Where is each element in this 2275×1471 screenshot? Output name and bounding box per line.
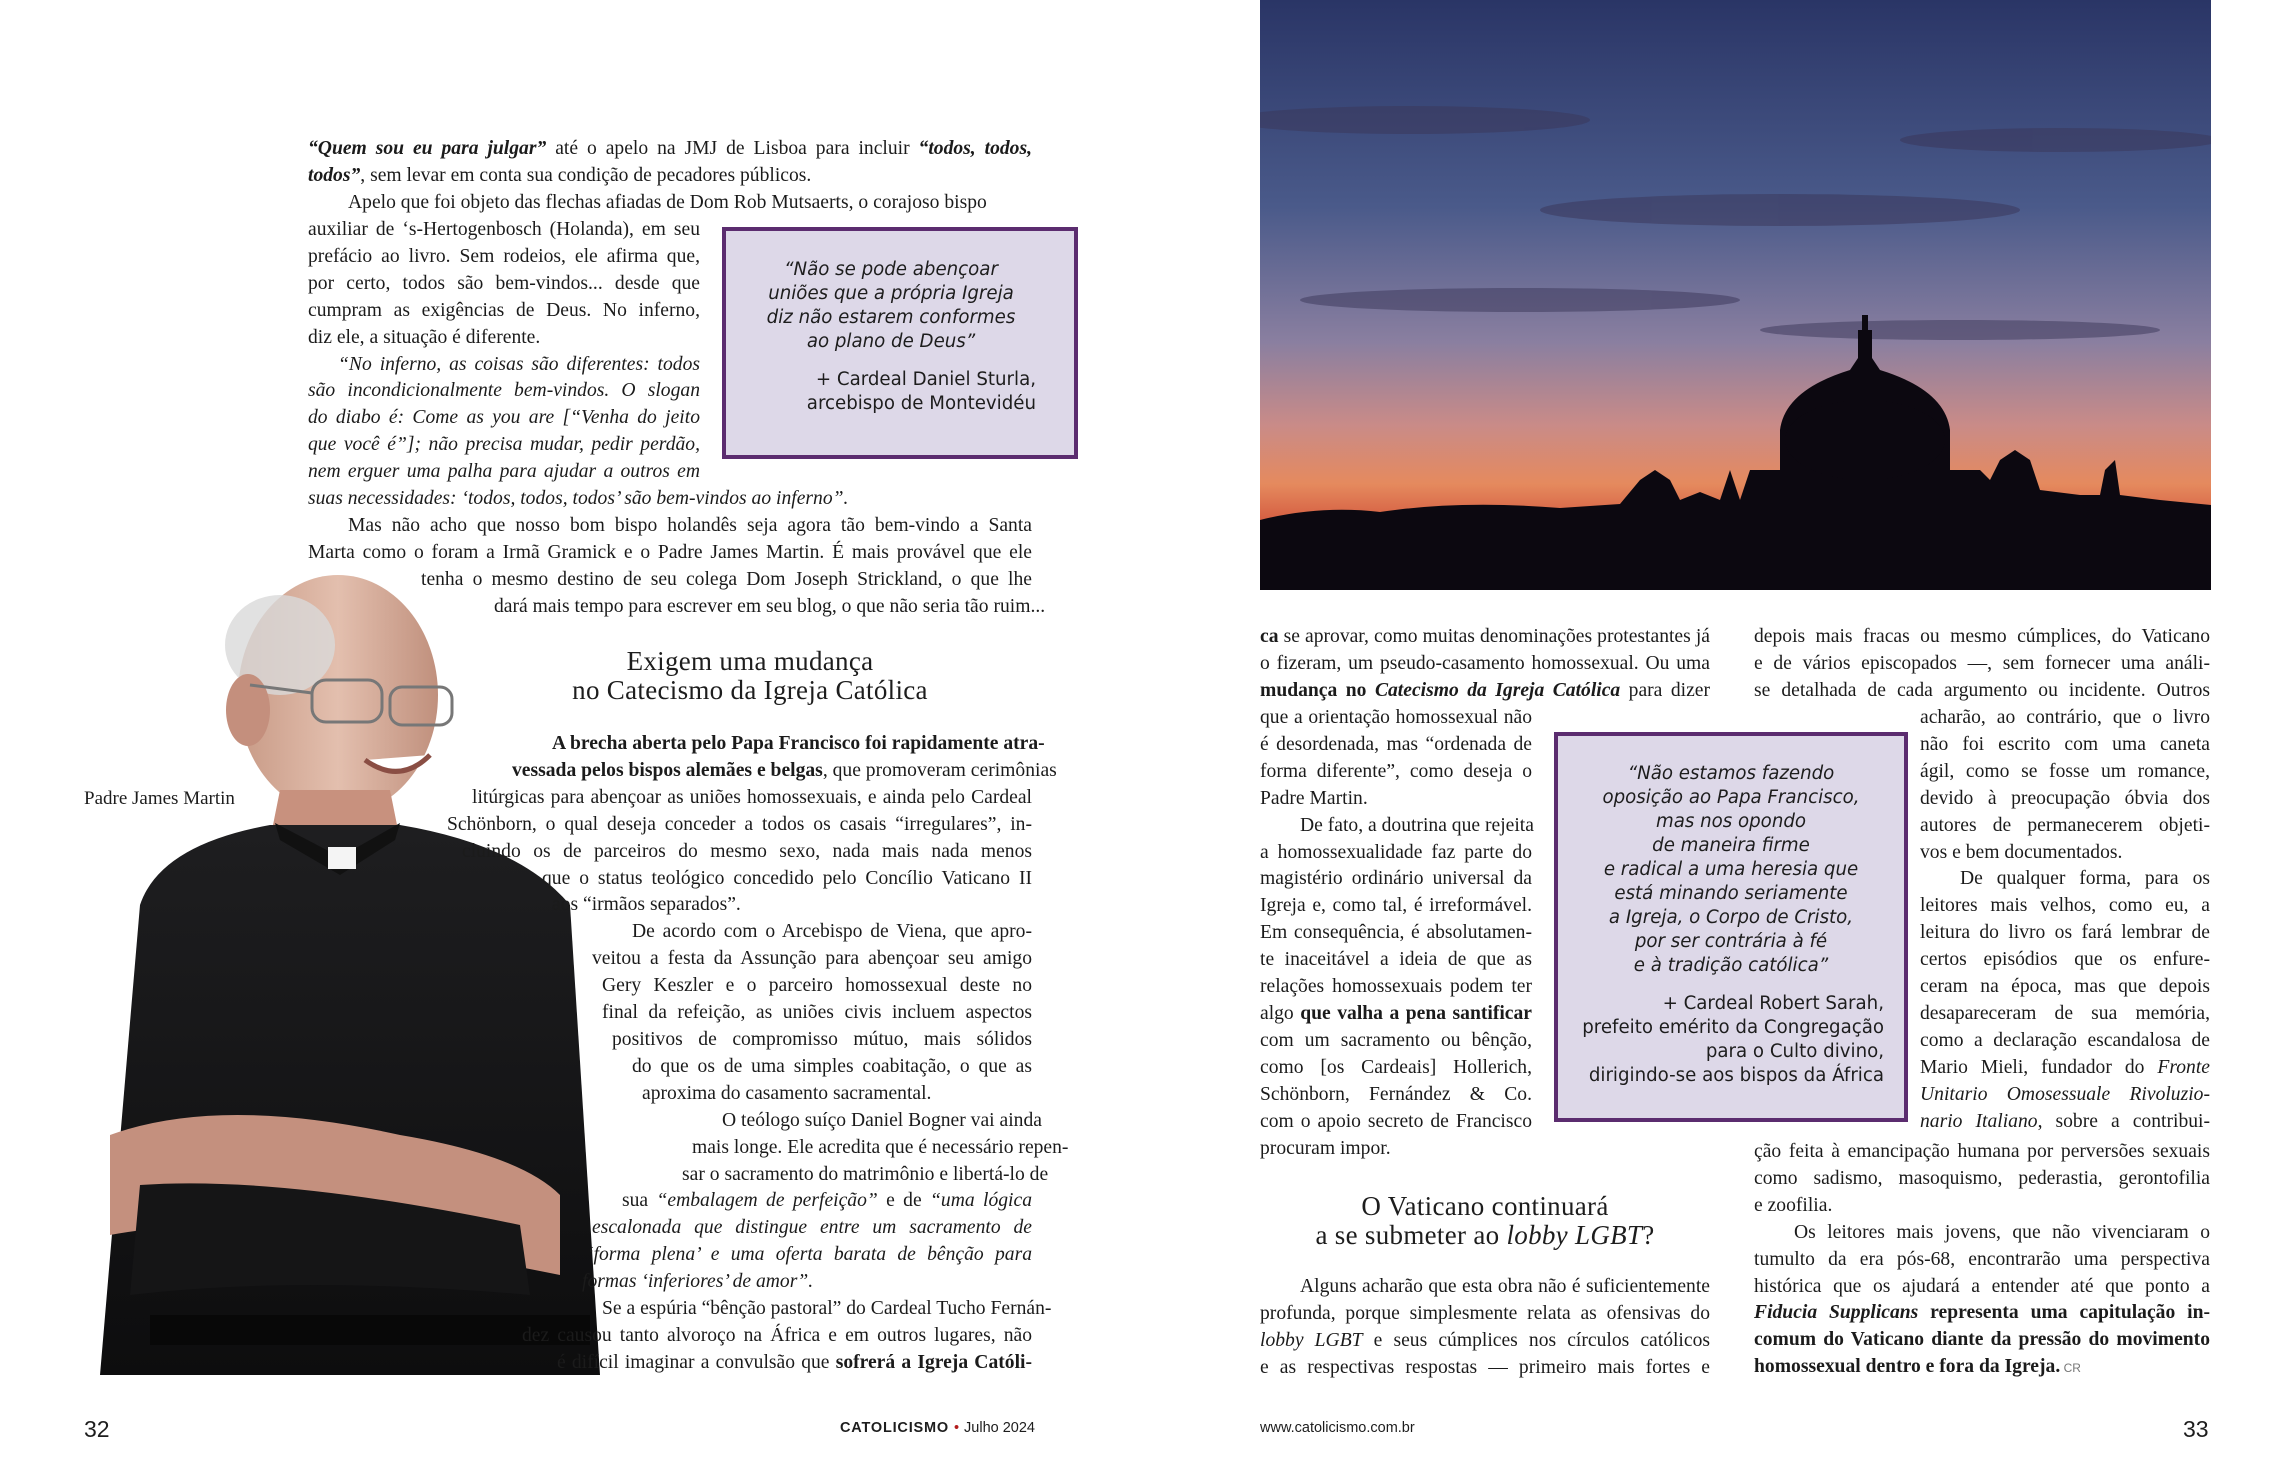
text-line: A brecha aberta pelo Papa Francisco foi rapidamente atra-	[552, 733, 1045, 754]
text-line: como a declaração escandalosa de	[1920, 1029, 2210, 1051]
text-line: mais longe. Ele acredita que é necessário repen-	[692, 1136, 1069, 1158]
photo-caption: Padre James Martin	[84, 788, 235, 809]
text-line: dez causou tanto alvoroço na África e em outros lugares, não	[522, 1324, 1032, 1346]
brand-name: CATOLICISMO	[840, 1420, 949, 1436]
text-line: suas necessidades: ‘todos, todos, todos’ são bem-vindos ao inferno”.	[308, 488, 849, 510]
text-line: acharão, ao contrário, que o livro	[1920, 707, 2210, 728]
paragraph: Apelo que foi objeto das flechas afiadas de Dom Rob Mutsaerts, o corajoso bispo	[348, 191, 987, 213]
text-line: é desordenada, mas “ordenada de	[1260, 733, 1532, 755]
text-line: e as respectivas respostas — primeiro mais fortes e	[1260, 1356, 1710, 1378]
text-line: dará mais tempo para escrever em seu blog, o que não seria tão ruim...	[494, 595, 1046, 617]
text-line: vessada pelos bispos alemães e belgas, que promoveram cerimônias	[512, 759, 1057, 781]
right-page	[1138, 0, 2275, 1471]
text-line: é difícil imaginar a convulsão que sofrerá a Igreja Católi-	[557, 1351, 1032, 1373]
text-line: positivos de compromisso mútuo, mais sólidos	[612, 1028, 1032, 1050]
text-line: “No inferno, as coisas são diferentes: todos	[338, 353, 700, 375]
text-line: ágil, como se fosse um romance,	[1920, 760, 2210, 782]
left-page	[0, 0, 1137, 1471]
text-line: De acordo com o Arcebispo de Viena, que apro-	[632, 921, 1032, 943]
text-line: autores de permanecerem objeti-	[1920, 814, 2210, 836]
text-line: aos “irmãos separados”.	[552, 894, 741, 916]
text-line: a homossexualidade faz parte do	[1260, 841, 1532, 863]
left-bottom-text	[0, 731, 1069, 1377]
text-line: veitou a festa da Assunção para abençoar seu amigo	[592, 948, 1032, 970]
text-line: Padre Martin.	[1260, 787, 1368, 809]
text-line: que a orientação homossexual não	[1260, 707, 1532, 728]
text-line: diz ele, a situação é diferente.	[308, 326, 541, 348]
website-footer: www.catolicismo.com.br	[1260, 1420, 1415, 1436]
text-line: sar o sacramento do matrimônio e libertá-lo de	[682, 1163, 1049, 1185]
text-line: desapareceram de sua memória,	[1920, 1002, 2210, 1024]
left-top-text	[308, 136, 1032, 217]
pull-quote-text: “Não estamos fazendo oposição ao Papa Francisco, mas nos opondo de maneira firme e radical a uma heresia que está minando seriamente a Igreja, o Corpo de Cristo, por ser contrária à fé e à tradição católica”	[1602, 763, 1860, 976]
text-line: que o status teológico concedido pelo Concílio Vaticano II	[542, 867, 1032, 889]
text-line: se detalhada de cada argumento ou incidente. Outros	[1754, 679, 2210, 701]
text-line: por certo, todos são bem-vindos... desde que	[308, 272, 700, 294]
paragraph: “Quem sou eu para julgar” até o apelo na JMJ de Lisboa para incluir “todos, todos, todos”, sem levar em conta sua condição de pecadores públicos.	[308, 138, 1032, 186]
text-line: leitura do livro os fará lembrar de	[1920, 922, 2210, 944]
text-line: tenha o mesmo destino de seu colega Dom Joseph Strickland, o que lhe	[421, 568, 1032, 590]
text-line: Schönborn, Fernández & Co.	[1260, 1083, 1532, 1105]
text-line: Mas não acho que nosso bom bispo holandês seja agora tão bem-vindo a Santa	[348, 515, 1032, 536]
text-line: profunda, porque simplesmente relata as ofensivas do	[1260, 1302, 1710, 1324]
left-narrow-text	[308, 217, 849, 513]
separator-dot: •	[953, 1420, 960, 1436]
text-line: te inaceitável a ideia de que as	[1260, 949, 1532, 971]
text-line: Fiducia Supplicans representa uma capitulação in-	[1754, 1302, 2210, 1324]
text-line: auxiliar de ‘s-Hertogenbosch (Holanda), em seu	[308, 219, 700, 240]
text-line: mudança no Catecismo da Igreja Católica para dizer	[1260, 679, 1711, 701]
pull-quote-attribution: + Cardeal Robert Sarah, prefeito emérito da Congregação para o Culto divino, dirigindo-se aos bispos da África	[1582, 993, 1884, 1086]
text-line: Em consequência, é absolutamen-	[1260, 922, 1532, 944]
text-line: são incondicionalmente bem-vindos. O slogan	[308, 380, 700, 402]
pull-quote-attribution: + Cardeal Daniel Sturla, arcebispo de Montevidéu	[806, 369, 1036, 414]
end-mark-icon: CR	[2060, 1361, 2081, 1376]
text-line: O teólogo suíço Daniel Bogner vai ainda	[722, 1109, 1042, 1131]
text-line: tumulto da era pós-68, encontrarão uma perspectiva	[1754, 1248, 2210, 1270]
right-col1-top	[1260, 624, 1710, 705]
text-line: escalonada que distingue entre um sacramento de	[592, 1217, 1032, 1239]
section-heading-2: O Vaticano continuará a se submeter ao lobby LGBT?	[1315, 1191, 1655, 1250]
text-line: litúrgicas para abençoar as uniões homossexuais, e ainda pelo Cardeal	[472, 786, 1032, 808]
text-line: Igreja e, como tal, é irreformável.	[1260, 895, 1532, 917]
issue-date: Julho 2024	[964, 1420, 1035, 1436]
text-line: procuram impor.	[1260, 1137, 1391, 1159]
text-line: sua “embalagem de perfeição” e de “uma lógica	[622, 1190, 1032, 1212]
text-line: formas ‘inferiores’ de amor”.	[582, 1271, 814, 1293]
pull-quote-sarah	[1554, 732, 1908, 1122]
text-line: Unitario Omosessuale Rivoluzio-	[1920, 1083, 2210, 1105]
pull-quote-sturla	[722, 227, 1078, 459]
text-line: Gery Keszler e o parceiro homossexual deste no	[602, 975, 1032, 997]
masthead-footer	[840, 1420, 1035, 1436]
text-line: De qualquer forma, para os	[1960, 868, 2210, 890]
text-line: como [os Cardeais] Hollerich,	[1260, 1056, 1532, 1078]
text-line: ção feita à emancipação humana por perversões sexuais	[1754, 1141, 2210, 1162]
text-line: magistério ordinário universal da	[1260, 868, 1532, 890]
text-line: certos episódios que os enfure-	[1920, 949, 2210, 971]
text-line: ceram na época, mas que depois	[1920, 976, 2210, 998]
text-line: cluindo os de parceiros do mesmo sexo, nada mais nada menos	[462, 840, 1032, 862]
text-line: aproxima do casamento sacramental.	[642, 1082, 932, 1104]
text-line: lobby LGBT e seus cúmplices nos círculos católicos	[1260, 1329, 1710, 1351]
text-line: Os leitores mais jovens, que não vivenciaram o	[1794, 1221, 2210, 1243]
text-line: Alguns acharão que esta obra não é suficientemente	[1300, 1276, 1710, 1297]
page-number-left: 32	[84, 1416, 110, 1442]
text-line: prefácio ao livro. Sem rodeios, ele afirma que,	[308, 245, 700, 267]
text-line: Mario Mieli, fundador do Fronte	[1920, 1056, 2210, 1078]
text-line: nario Italiano, sobre a contribui-	[1920, 1110, 2211, 1132]
text-line: Marta como o foram a Irmã Gramick e o Padre James Martin. É mais provável que ele	[308, 541, 1032, 563]
text-line: nem erguer uma palha para ajudar a outros em	[308, 461, 700, 483]
text-line: depois mais fracas ou mesmo cúmplices, do Vaticano	[1754, 626, 2210, 647]
text-line: ca se aprovar, como muitas denominações protestantes já	[1260, 626, 1710, 647]
text-line: comum do Vaticano diante da pressão do movimento	[1754, 1329, 2210, 1351]
text-line: o fizeram, um pseudo-casamento homossexual. Ou uma	[1260, 652, 1710, 674]
section-heading-1: Exigem uma mudança no Catecismo da Igreja Católica	[572, 646, 928, 705]
text-line: não foi escrito com uma caneta	[1920, 733, 2210, 755]
text-line: final da refeição, as uniões civis incluem aspectos	[602, 1002, 1032, 1024]
pull-quote-text: “Não se pode abençoar uniões que a própria Igreja diz não estarem conformes ao plano de Deus”	[766, 259, 1016, 352]
text-line: e de vários episcopados —, sem fornecer uma análi-	[1754, 652, 2210, 674]
right-col1-narrow	[1260, 705, 1532, 1162]
text-line: Schönborn, o qual deseja conceder a todos os casais “irregulares”, in-	[447, 813, 1032, 835]
right-col2-bottom	[1754, 1139, 2210, 1382]
text-line: que você é”]; não precisa mudar, pedir perdão,	[308, 434, 700, 456]
text-line: cumpram as exigências de Deus. No inferno,	[308, 299, 700, 321]
text-line: leitores mais velhos, como eu, a	[1920, 895, 2210, 917]
text-line: com um sacramento ou bênção,	[1260, 1029, 1532, 1051]
text-line: devido à preocupação óbvia dos	[1920, 787, 2210, 809]
text-line: e zoofilia.	[1754, 1194, 1833, 1216]
text-line: com o apoio secreto de Francisco	[1260, 1110, 1532, 1132]
text-line: do diabo é: Come as you are [“Venha do jeito	[308, 407, 700, 429]
text-line: como sadismo, masoquismo, pederastia, gerontofilia	[1754, 1167, 2210, 1189]
text-line: ‘forma plena’ e uma oferta barata de bênção para	[587, 1244, 1032, 1266]
text-line: forma diferente”, como deseja o	[1260, 760, 1532, 782]
text-line: relações homossexuais podem ter	[1260, 976, 1532, 998]
text-line: homossexual dentro e fora da Igreja. CR	[1754, 1356, 2081, 1378]
right-col1-bottom	[1260, 1274, 1710, 1382]
text-line: algo que valha a pena santificar	[1260, 1002, 1532, 1024]
text-line: do que os de uma simples coabitação, o que as	[632, 1055, 1032, 1077]
text-line: histórica que os ajudará a entender até que ponto a	[1754, 1275, 2210, 1297]
text-line: De fato, a doutrina que rejeita	[1300, 814, 1534, 836]
page-number-right: 33	[2183, 1416, 2209, 1442]
text-line: Se a espúria “bênção pastoral” do Cardeal Tucho Fernán-	[602, 1298, 1052, 1320]
text-line: vos e bem documentados.	[1920, 841, 2123, 863]
right-col2-narrow	[1920, 705, 2210, 1136]
right-col2-top	[1754, 624, 2210, 705]
